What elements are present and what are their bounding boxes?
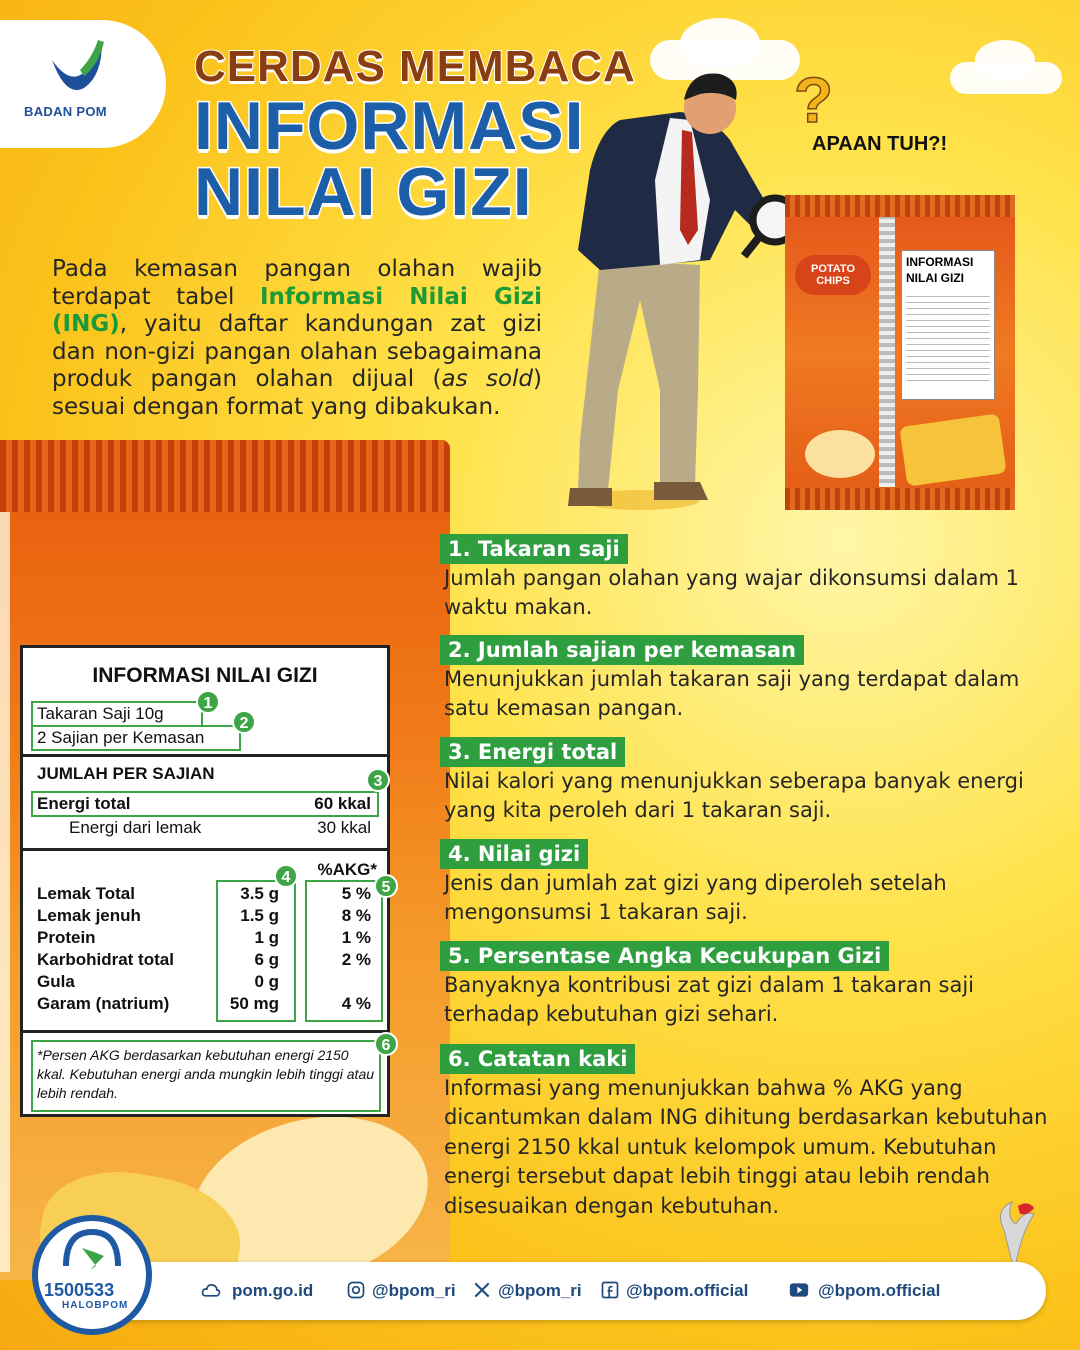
fat-energy-value: 30 kkal xyxy=(317,818,371,837)
speech-text: APAAN TUH?! xyxy=(812,133,948,155)
instagram-link[interactable]: @bpom_ri xyxy=(346,1280,456,1301)
x-link[interactable]: @bpom_ri xyxy=(472,1280,582,1301)
title-line-3: NILAI GIZI xyxy=(194,154,533,230)
marker-3: 3 xyxy=(366,768,390,792)
item-label: 6. Catatan kaki xyxy=(440,1044,635,1074)
divider xyxy=(23,1030,387,1033)
item-label: 4. Nilai gizi xyxy=(440,839,588,869)
man-with-magnifier-illustration xyxy=(560,60,820,520)
hotline-number[interactable]: 1500533 xyxy=(44,1280,115,1300)
per-serving-heading: JUMLAH PER SAJIAN xyxy=(37,764,215,783)
nutrient-akg: 1 % xyxy=(341,928,371,947)
nutrient-name: Garam (natrium) xyxy=(37,994,170,1013)
hotline-name: HALOBPOM xyxy=(62,1300,129,1311)
bag-crimp xyxy=(0,440,450,512)
bag-crimp-bottom xyxy=(785,488,1015,510)
marker-4: 4 xyxy=(274,864,298,888)
intro-highlight: Informasi Nilai Gizi (ING) xyxy=(52,283,542,338)
energy-label: Energi total xyxy=(37,794,131,813)
nutrition-facts-table xyxy=(20,645,390,1117)
bag-nutrition-panel xyxy=(901,250,995,400)
chip-illustration xyxy=(805,430,875,478)
item-label: 1. Takaran saji xyxy=(440,534,628,564)
bag-crimp-top xyxy=(785,195,1015,217)
youtube-icon xyxy=(786,1280,812,1300)
title-line-2: INFORMASI xyxy=(194,88,585,164)
item-label: 5. Persentase Angka Kecukupan Gizi xyxy=(440,941,889,971)
facebook-icon xyxy=(600,1280,620,1300)
cloud xyxy=(975,40,1035,80)
energy-value: 60 kkal xyxy=(314,794,371,813)
headset-icon xyxy=(56,1226,128,1278)
nutrient-amount: 3.5 g xyxy=(240,884,279,903)
nutrient-akg: 4 % xyxy=(341,994,371,1013)
brand-name: BADAN POM xyxy=(24,104,107,119)
nutrient-name: Lemak jenuh xyxy=(37,906,141,925)
marker-6: 6 xyxy=(374,1032,398,1056)
instagram-icon xyxy=(346,1280,366,1300)
item-description: Menunjukkan jumlah takaran saji yang terdapat dalam satu kemasan pangan. xyxy=(444,667,1020,721)
facebook-link[interactable]: @bpom.official xyxy=(600,1280,748,1301)
nutrient-akg: 2 % xyxy=(341,950,371,969)
divider xyxy=(23,848,387,851)
marker-2: 2 xyxy=(232,710,256,734)
serving-size: Takaran Saji 10g xyxy=(37,704,164,723)
cloud-icon xyxy=(196,1280,226,1300)
bag-panel-title: INFORMASI NILAI GIZI xyxy=(906,255,974,285)
nutrient-amount: 6 g xyxy=(254,950,279,969)
nutrient-akg: 5 % xyxy=(341,884,371,903)
nutrition-title: INFORMASI NILAI GIZI xyxy=(92,664,318,687)
nutrient-name: Gula xyxy=(37,972,75,991)
divider xyxy=(23,754,387,757)
bag-stripe xyxy=(0,512,10,1272)
nutrient-amount: 50 mg xyxy=(229,994,279,1013)
nutrient-amount: 1 g xyxy=(254,928,279,947)
chips-bag-illustration xyxy=(785,195,1015,510)
bpom-logo-icon xyxy=(44,40,114,100)
fat-energy-label: Energi dari lemak xyxy=(69,818,202,837)
item-description: Nilai kalori yang menunjukkan seberapa banyak energi yang kita peroleh dari 1 takaran saji. xyxy=(444,769,1024,823)
question-mark-icon xyxy=(790,66,834,132)
nutrient-amount: 1.5 g xyxy=(240,906,279,925)
item-description: Informasi yang menunjukkan bahwa % AKG yang dicantumkan dalam ING dihitung berdasarkan kebutuhan energi 2150 kkal untuk kelompok umum. Kebutuhan energi tersebut dapat lebih tinggi atau lebih rendah disesuaikan dengan kebutuhan. xyxy=(444,1076,1048,1218)
cheese-illustration xyxy=(899,413,1006,486)
svg-text:?: ? xyxy=(794,66,834,132)
item-description: Banyaknya kontribusi zat gizi dalam 1 takaran saji terhadap kebutuhan gizi sehari. xyxy=(444,973,974,1027)
website-link[interactable]: pom.go.id xyxy=(196,1280,313,1301)
footnote: *Persen AKG berdasarkan kebutuhan energi 2150 kkal. Kebutuhan energi anda mungkin lebih tinggi atau lebih rendah. xyxy=(37,1047,375,1101)
youtube-link[interactable]: @bpom.official xyxy=(786,1280,940,1301)
nutrient-akg: 8 % xyxy=(341,906,371,925)
item-label: 3. Energi total xyxy=(440,737,625,767)
marker-1: 1 xyxy=(196,690,220,714)
nutrient-name: Lemak Total xyxy=(37,884,135,903)
bag-brand-label: POTATO CHIPS xyxy=(795,255,871,295)
intro-paragraph: Pada kemasan pangan olahan wajib terdapat tabel Informasi Nilai Gizi (ING), yaitu daftar kandungan zat gizi dan non-gizi pangan olahan sebagaimana produk pangan olahan dijual (as sold) sesuai dengan format yang dibakukan. xyxy=(52,256,543,420)
x-icon xyxy=(472,1280,492,1300)
item-description: Jumlah pangan olahan yang wajar dikonsumsi dalam 1 waktu makan. xyxy=(444,566,1020,620)
title-line-1: CERDAS MEMBACA xyxy=(194,42,636,91)
nutrient-name: Karbohidrat total xyxy=(37,950,174,969)
akg-header: %AKG* xyxy=(317,860,377,879)
item-label: 2. Jumlah sajian per kemasan xyxy=(440,635,804,665)
bag-seal-strip xyxy=(879,217,895,487)
marker-5: 5 xyxy=(374,874,398,898)
nutrient-name: Protein xyxy=(37,928,96,947)
servings-per-pack: 2 Sajian per Kemasan xyxy=(37,728,205,747)
bag-panel-lines xyxy=(906,296,990,386)
nutrient-amount: 0 g xyxy=(254,972,279,991)
item-description: Jenis dan jumlah zat gizi yang diperoleh setelah mengonsumsi 1 takaran saji. xyxy=(444,871,947,925)
